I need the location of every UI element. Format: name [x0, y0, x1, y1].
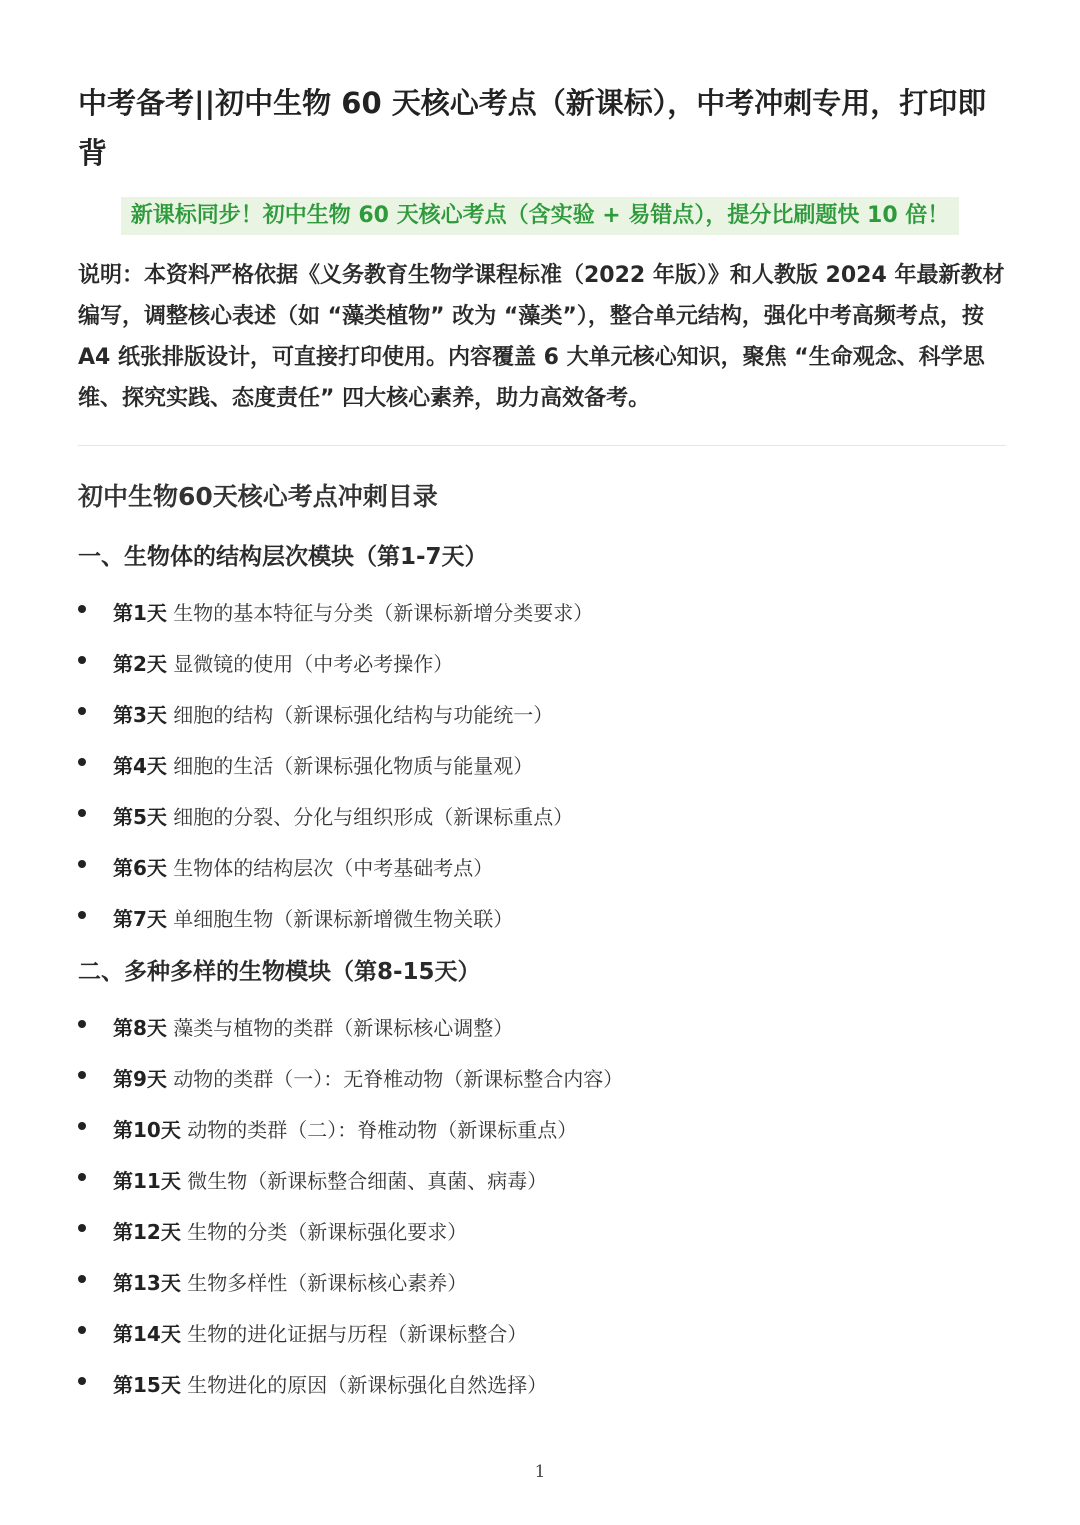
bullet-icon	[78, 605, 86, 613]
bullet-icon	[78, 860, 86, 868]
list-item	[0, 650, 1080, 701]
item-text: 生物的分类（新课标强化要求）	[180, 1220, 468, 1244]
bullet-icon	[78, 656, 86, 664]
item-text: 生物的基本特征与分类（新课标新增分类要求）	[166, 601, 594, 625]
list-item	[0, 1371, 1080, 1422]
list-item	[0, 1167, 1080, 1218]
bullet-icon	[78, 1173, 86, 1181]
day-label: 第15天	[113, 1373, 181, 1397]
day-label: 第5天	[113, 805, 167, 829]
list-item	[0, 1065, 1080, 1116]
item-text: 生物进化的原因（新课标强化自然选择）	[180, 1373, 548, 1397]
section-2-list	[0, 1014, 1080, 1422]
list-item	[0, 1218, 1080, 1269]
day-label: 第12天	[113, 1220, 181, 1244]
bullet-icon	[78, 1020, 86, 1028]
item-text: 动物的类群（二）：脊椎动物（新课标重点）	[180, 1118, 578, 1142]
list-item	[0, 1014, 1080, 1065]
item-text: 生物的进化证据与历程（新课标整合）	[180, 1322, 528, 1346]
bullet-icon	[78, 1224, 86, 1232]
highlighted-subtitle: 新课标同步！初中生物 60 天核心考点（含实验 + 易错点），提分比刷题快 10 倍！	[121, 197, 960, 235]
bullet-icon	[78, 1122, 86, 1130]
bullet-icon	[78, 911, 86, 919]
item-text: 微生物（新课标整合细菌、真菌、病毒）	[180, 1169, 548, 1193]
day-label: 第4天	[113, 754, 167, 778]
item-text: 细胞的结构（新课标强化结构与功能统一）	[166, 703, 554, 727]
item-text: 生物多样性（新课标核心素养）	[180, 1271, 468, 1295]
day-label: 第9天	[113, 1067, 167, 1091]
day-label: 第7天	[113, 907, 167, 931]
day-label: 第8天	[113, 1016, 167, 1040]
day-label: 第14天	[113, 1322, 181, 1346]
list-item	[0, 1320, 1080, 1371]
list-item	[0, 701, 1080, 752]
page-number: 1	[534, 1462, 546, 1482]
day-label: 第1天	[113, 601, 167, 625]
list-item	[0, 854, 1080, 905]
item-text: 细胞的生活（新课标强化物质与能量观）	[166, 754, 534, 778]
item-text: 生物体的结构层次（中考基础考点）	[166, 856, 494, 880]
divider-line	[78, 445, 1006, 446]
item-text: 动物的类群（一）：无脊椎动物（新课标整合内容）	[166, 1067, 624, 1091]
list-item	[0, 1269, 1080, 1320]
list-item	[0, 905, 1080, 956]
subtitle-container	[0, 197, 1080, 235]
bullet-icon	[78, 707, 86, 715]
day-label: 第13天	[113, 1271, 181, 1295]
item-text: 细胞的分裂、分化与组织形成（新课标重点）	[166, 805, 574, 829]
bullet-icon	[78, 758, 86, 766]
day-label: 第10天	[113, 1118, 181, 1142]
day-label: 第11天	[113, 1169, 181, 1193]
list-item	[0, 752, 1080, 803]
intro-paragraph: 说明：本资料严格依据《义务教育生物学课程标准（2022 年版）》和人教版 2024 年最新教材编写，调整核心表述（如 “藻类植物” 改为 “藻类”），整合单元结构，强化中考高频考点，按 A4 纸张排版设计，可直接打印使用。内容覆盖 6 大单元核心知识，聚焦 “生命观念、科学思维、探究实践、态度责任” 四大核心素养，助力高效备考。	[78, 263, 1005, 411]
section-title-2: 二、多种多样的生物模块（第8-15天）	[78, 959, 481, 985]
item-text: 显微镜的使用（中考必考操作）	[166, 652, 454, 676]
day-label: 第6天	[113, 856, 167, 880]
list-item	[0, 803, 1080, 854]
page-title: 中考备考||初中生物 60 天核心考点（新课标），中考冲刺专用，打印即背	[78, 86, 987, 170]
bullet-icon	[78, 1377, 86, 1385]
bullet-icon	[78, 1275, 86, 1283]
section-title-1: 一、生物体的结构层次模块（第1-7天）	[78, 544, 488, 570]
item-text: 藻类与植物的类群（新课标核心调整）	[166, 1016, 514, 1040]
bullet-icon	[78, 1326, 86, 1334]
list-item	[0, 599, 1080, 650]
day-label: 第3天	[113, 703, 167, 727]
list-item	[0, 1116, 1080, 1167]
bullet-icon	[78, 1071, 86, 1079]
toc-title: 初中生物60天核心考点冲刺目录	[78, 482, 438, 511]
day-label: 第2天	[113, 652, 167, 676]
bullet-icon	[78, 809, 86, 817]
item-text: 单细胞生物（新课标新增微生物关联）	[166, 907, 514, 931]
section-1-list	[0, 599, 1080, 956]
